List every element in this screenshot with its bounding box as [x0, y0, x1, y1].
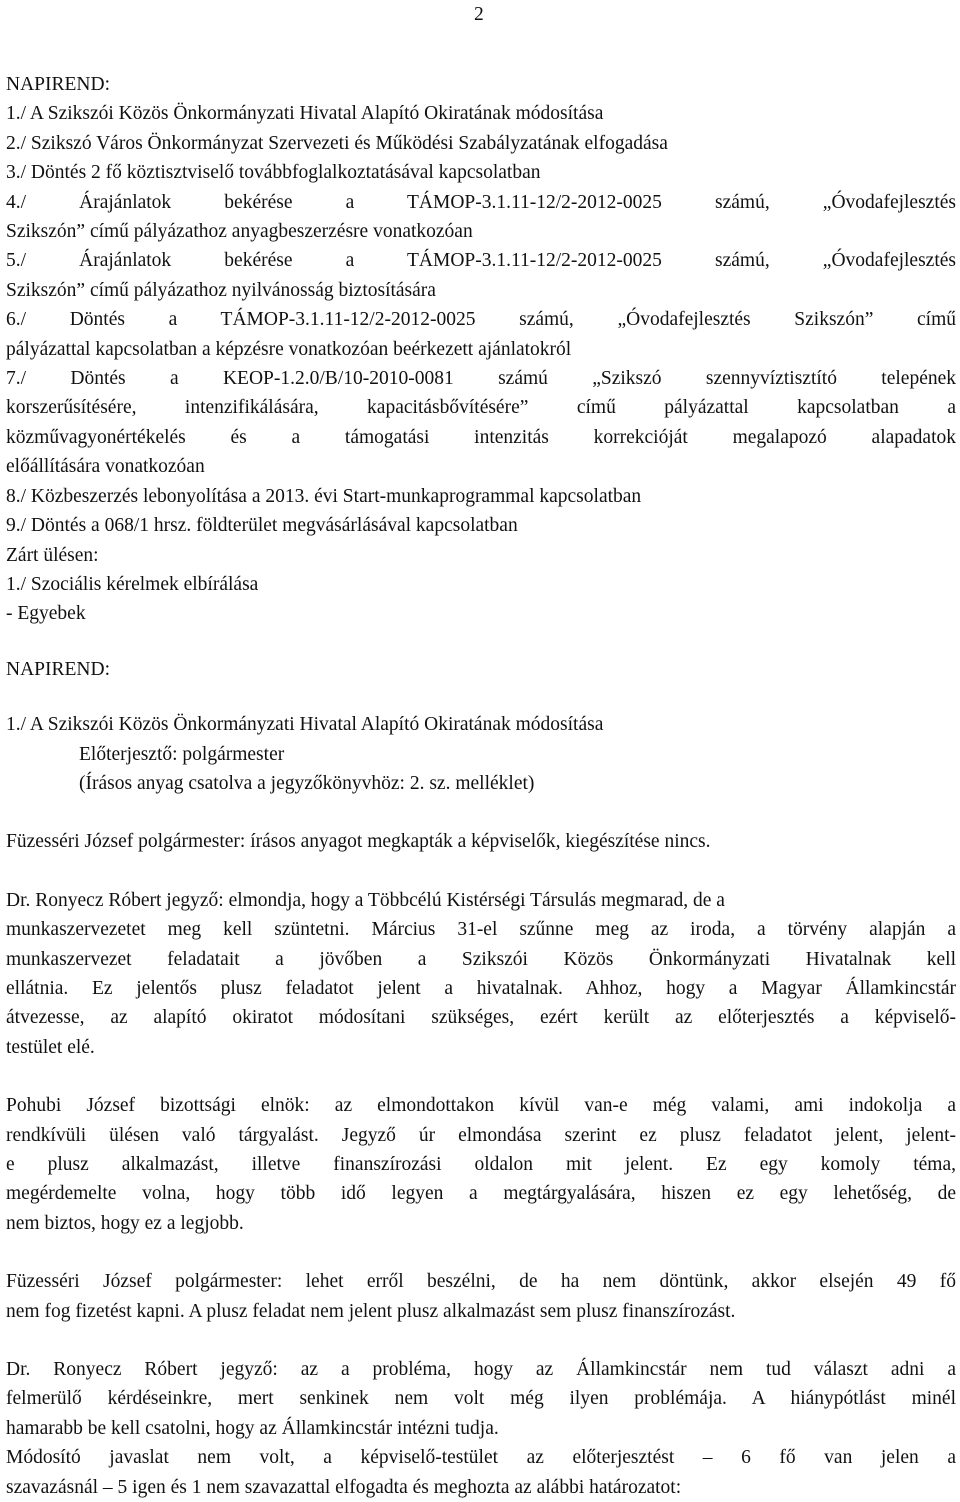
agenda-item: 5./ Árajánlatok bekérése a TÁMOP-3.1.11-12/2-2012-0025 számú, „Óvodafejlesztés — [6, 250, 956, 272]
paragraph-line: megérdemelte volna, hogy több idő legyen a megtárgyalására, hiszen ez egy lehetőség, de — [6, 1183, 956, 1205]
item-presenter: Előterjesztő: polgármester — [79, 743, 285, 765]
paragraph-line: nem biztos, hogy ez a legjobb. — [6, 1212, 244, 1234]
paragraph-line: Módosító javaslat nem volt, a képviselő-testület az előterjesztést – 6 fő van jelen a — [6, 1447, 956, 1469]
paragraph-line: hamarabb be kell csatolni, hogy az Államkincstár intézni tudja. — [6, 1417, 499, 1439]
document-body — [6, 70, 956, 1502]
page-number: 2 — [474, 4, 484, 25]
paragraph-line: munkaszervezet feladatait a jövőben a Szikszói Közös Önkormányzati Hivatalnak kell — [6, 948, 956, 970]
agenda-item: közművagyonértékelés és a támogatási intenzitás korrekcióját megalapozó alapadatok — [6, 426, 956, 448]
agenda-item: 9./ Döntés a 068/1 hrsz. földterület megvásárlásával kapcsolatban — [6, 515, 518, 537]
item-title: 1./ A Szikszói Közös Önkormányzati Hivatal Alapító Okiratának módosítása — [6, 714, 604, 736]
paragraph-notary-2 — [6, 1355, 956, 1502]
agenda-item: korszerűsítésére, intenzifikálására, kapacitásbővítésére” című pályázattal kapcsolatban a — [6, 397, 956, 419]
paragraph-line: felmerülő kérdéseinkre, mert senkinek nem volt még ilyen problémája. A hiánypótlást minél — [6, 1388, 956, 1410]
paragraph-line: Füzesséri József polgármester: írásos anyagot megkapták a képviselők, kiegészítése nincs. — [6, 831, 711, 853]
agenda-item: Szikszón” című pályázathoz nyilvánosság biztosítására — [6, 279, 436, 301]
closed-session-heading: Zárt ülésen: — [6, 544, 99, 566]
paragraph-line: munkaszervezetet meg kell szüntetni. Március 31-el szűnne meg az iroda, a törvény alapján a — [6, 919, 956, 941]
paragraph-line: rendkívüli ülésen való tárgyalást. Jegyző úr elmondása szerint ez plusz feladatot jelent, jelent- — [6, 1124, 956, 1146]
agenda-item: Szikszón” című pályázathoz anyagbeszerzésre vonatkozóan — [6, 221, 473, 243]
paragraph-line: ellátnia. Ez jelentős plusz feladatot jelent a hivatalnak. Ahhoz, hogy a Magyar Államkincstár — [6, 977, 956, 999]
paragraph-mayor-2 — [6, 1267, 956, 1326]
paragraph-committee-chair — [6, 1091, 956, 1238]
paragraph-line: Dr. Ronyecz Róbert jegyző: az a probléma, hogy az Államkincstár nem tud választ adni a — [6, 1359, 956, 1381]
paragraph-line: nem fog fizetést kapni. A plusz feladat nem jelent plusz alkalmazást sem plusz finanszírozást. — [6, 1300, 736, 1322]
agenda-title-2: NAPIREND: — [6, 658, 111, 680]
agenda-item: 2./ Szikszó Város Önkormányzat Szervezeti és Működési Szabályzatának elfogadása — [6, 132, 668, 154]
agenda-item: 6./ Döntés a TÁMOP-3.1.11-12/2-2012-0025 számú, „Óvodafejlesztés Szikszón” című — [6, 309, 956, 331]
paragraph-mayor-1 — [6, 827, 956, 856]
agenda-item: 7./ Döntés a KEOP-1.2.0/B/10-2010-0081 számú „Szikszó szennyvíztisztító telepének — [6, 368, 956, 390]
paragraph-notary-1 — [6, 886, 956, 1062]
agenda-title: NAPIREND: — [6, 74, 111, 95]
agenda-item-1-section — [6, 655, 956, 799]
agenda-item: 1./ Szociális kérelmek elbírálása — [6, 573, 259, 595]
agenda-item: pályázattal kapcsolatban a képzésre vonatkozóan beérkezett ajánlatokról — [6, 338, 572, 360]
paragraph-line: Dr. Ronyecz Róbert jegyző: elmondja, hogy a Többcélú Kistérségi Társulás megmarad, de a — [6, 889, 725, 911]
agenda-item: 8./ Közbeszerzés lebonyolítása a 2013. évi Start-munkaprogrammal kapcsolatban — [6, 485, 642, 507]
agenda-item: - Egyebek — [6, 603, 86, 625]
item-attachment: (Írásos anyag csatolva a jegyzőkönyvhöz: 2. sz. melléklet) — [79, 772, 535, 794]
agenda-section — [6, 70, 956, 629]
agenda-item: 3./ Döntés 2 fő köztisztviselő továbbfoglalkoztatásával kapcsolatban — [6, 162, 541, 184]
paragraph-line: e plusz alkalmazást, illetve finanszírozási oldalon mit jelent. Ez egy komoly téma, — [6, 1154, 956, 1175]
paragraph-line: átvezesse, az alapító okiratot módosítani szükséges, ezért került az előterjesztés a képviselő- — [6, 1007, 956, 1029]
agenda-item: 1./ A Szikszói Közös Önkormányzati Hivatal Alapító Okiratának módosítása — [6, 103, 604, 125]
agenda-item: 4./ Árajánlatok bekérése a TÁMOP-3.1.11-12/2-2012-0025 számú, „Óvodafejlesztés — [6, 191, 956, 213]
agenda-item: előállítására vonatkozóan — [6, 456, 205, 478]
paragraph-line: Pohubi József bizottsági elnök: az elmondottakon kívül van-e még valami, ami indokolja a — [6, 1095, 956, 1117]
paragraph-line: testület elé. — [6, 1036, 95, 1058]
paragraph-line: Füzesséri József polgármester: lehet erről beszélni, de ha nem döntünk, akkor elsején 49 fő — [6, 1271, 956, 1293]
paragraph-line: szavazásnál – 5 igen és 1 nem szavazattal elfogadta és meghozta az alábbi határozatot: — [6, 1476, 682, 1498]
